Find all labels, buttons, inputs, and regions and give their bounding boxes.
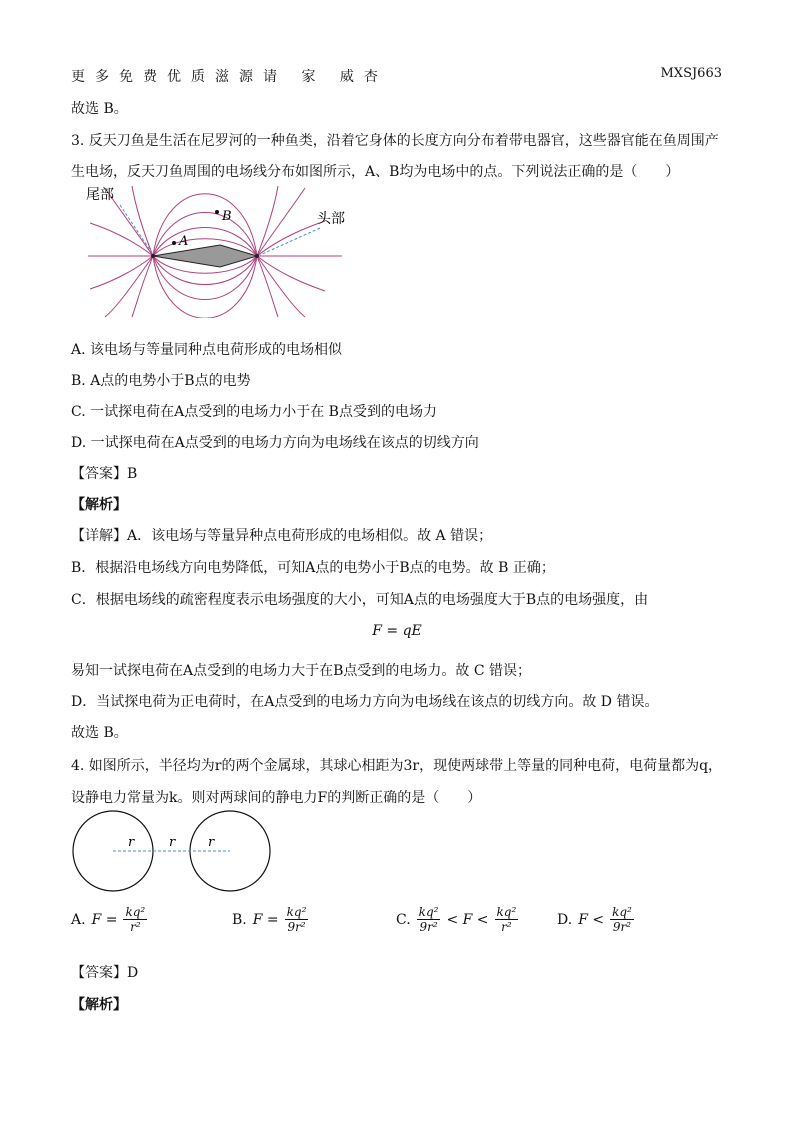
distance-label: r xyxy=(169,835,176,850)
q3-analysis-d: D．当试探电荷为正电荷时，在A点受到的电场力方向为电场线在该点的切线方向。故 D 错误。 xyxy=(71,694,659,710)
q3-stem-line1: 3. 反天刀鱼是生活在尼罗河的一种鱼类，沿着它身体的长度方向分布着带电器官，这些器官能在鱼周围产 xyxy=(71,133,719,149)
q4-answer: 【答案】D xyxy=(71,965,139,981)
tail-leader-line xyxy=(120,205,152,253)
q3-analysis-a: 【详解】A．该电场与等量异种点电荷形成的电场相似。故 A 错误； xyxy=(71,528,493,544)
q3-conclusion: 故选 B。 xyxy=(71,725,128,741)
q3-analysis-b: B．根据沿电场线方向电势降低，可知A点的电势小于B点的电势。故 B 正确； xyxy=(71,560,555,576)
fish-body xyxy=(153,245,257,267)
radius-right-label: r xyxy=(208,835,215,850)
point-a-dot xyxy=(172,241,176,245)
tail-label: 尾部 xyxy=(86,187,114,203)
q3-option-d: D. 一试探电荷在A点受到的电场力方向为电场线在该点的切线方向 xyxy=(71,435,479,451)
prev-conclusion: 故选 B。 xyxy=(71,101,128,117)
right-charge xyxy=(255,254,259,258)
q4-option-b: B. F = $\frac{\text{kq²}}{\text{9r²}}$ xyxy=(232,905,307,934)
point-b-label: B xyxy=(222,209,232,224)
q4-stem-line2: 设静电力常量为k。则对两球间的静电力F的判断正确的是（ ） xyxy=(71,790,482,806)
q3-analysis-label: 【解析】 xyxy=(71,497,127,513)
q4-stem-line1: 4. 如图所示，半径均为r的两个金属球，其球心相距为3r，现使两球带上等量的同种电荷，电荷量都为q， xyxy=(71,758,723,774)
q4-option-d: D. F < $\frac{\text{kq²}}{\text{9r²}}$ xyxy=(557,905,632,934)
q3-option-c: C. 一试探电荷在A点受到的电场力小于在 B点受到的电场力 xyxy=(71,404,437,420)
q4-analysis-label: 【解析】 xyxy=(71,997,127,1013)
q3-analysis-c: C．根据电场线的疏密程度表示电场强度的大小，可知A点的电场强度大于B点的电场强度，由 xyxy=(71,592,649,608)
electric-field-figure xyxy=(80,183,350,318)
head-label: 头部 xyxy=(317,211,345,227)
two-spheres-figure xyxy=(70,808,275,894)
q4-option-c: C. $\frac{\text{kq²}}{\text{9r²}}$ < F < $\frac{\text{kq²}}{\text{r²}}$ xyxy=(396,905,517,934)
point-b-dot xyxy=(215,210,219,214)
left-charge xyxy=(151,254,155,258)
q4-option-a: A. F = $\frac{\text{kq²}}{\text{r²}}$ xyxy=(71,905,146,934)
header-banner: 更多免费优质滋源请 家 威杏 xyxy=(71,69,388,85)
q3-option-a: A. 该电场与等量同种点电荷形成的电场相似 xyxy=(71,342,343,358)
header-code: MXSJ663 xyxy=(660,66,722,81)
q3-stem-line2: 生电场，反天刀鱼周围的电场线分布如图所示，A、B均为电场中的点。下列说法正确的是（ ） xyxy=(71,164,680,180)
q3-analysis-c2: 易知一试探电荷在A点受到的电场力大于在B点受到的电场力。故 C 错误； xyxy=(71,663,532,679)
point-a-label: A xyxy=(179,234,189,249)
q3-formula: F = qE xyxy=(372,623,422,639)
q3-answer: 【答案】B xyxy=(71,466,138,482)
radius-left-label: r xyxy=(128,835,135,850)
q3-option-b: B. A点的电势小于B点的电势 xyxy=(71,373,251,389)
head-leader-line xyxy=(260,228,320,255)
